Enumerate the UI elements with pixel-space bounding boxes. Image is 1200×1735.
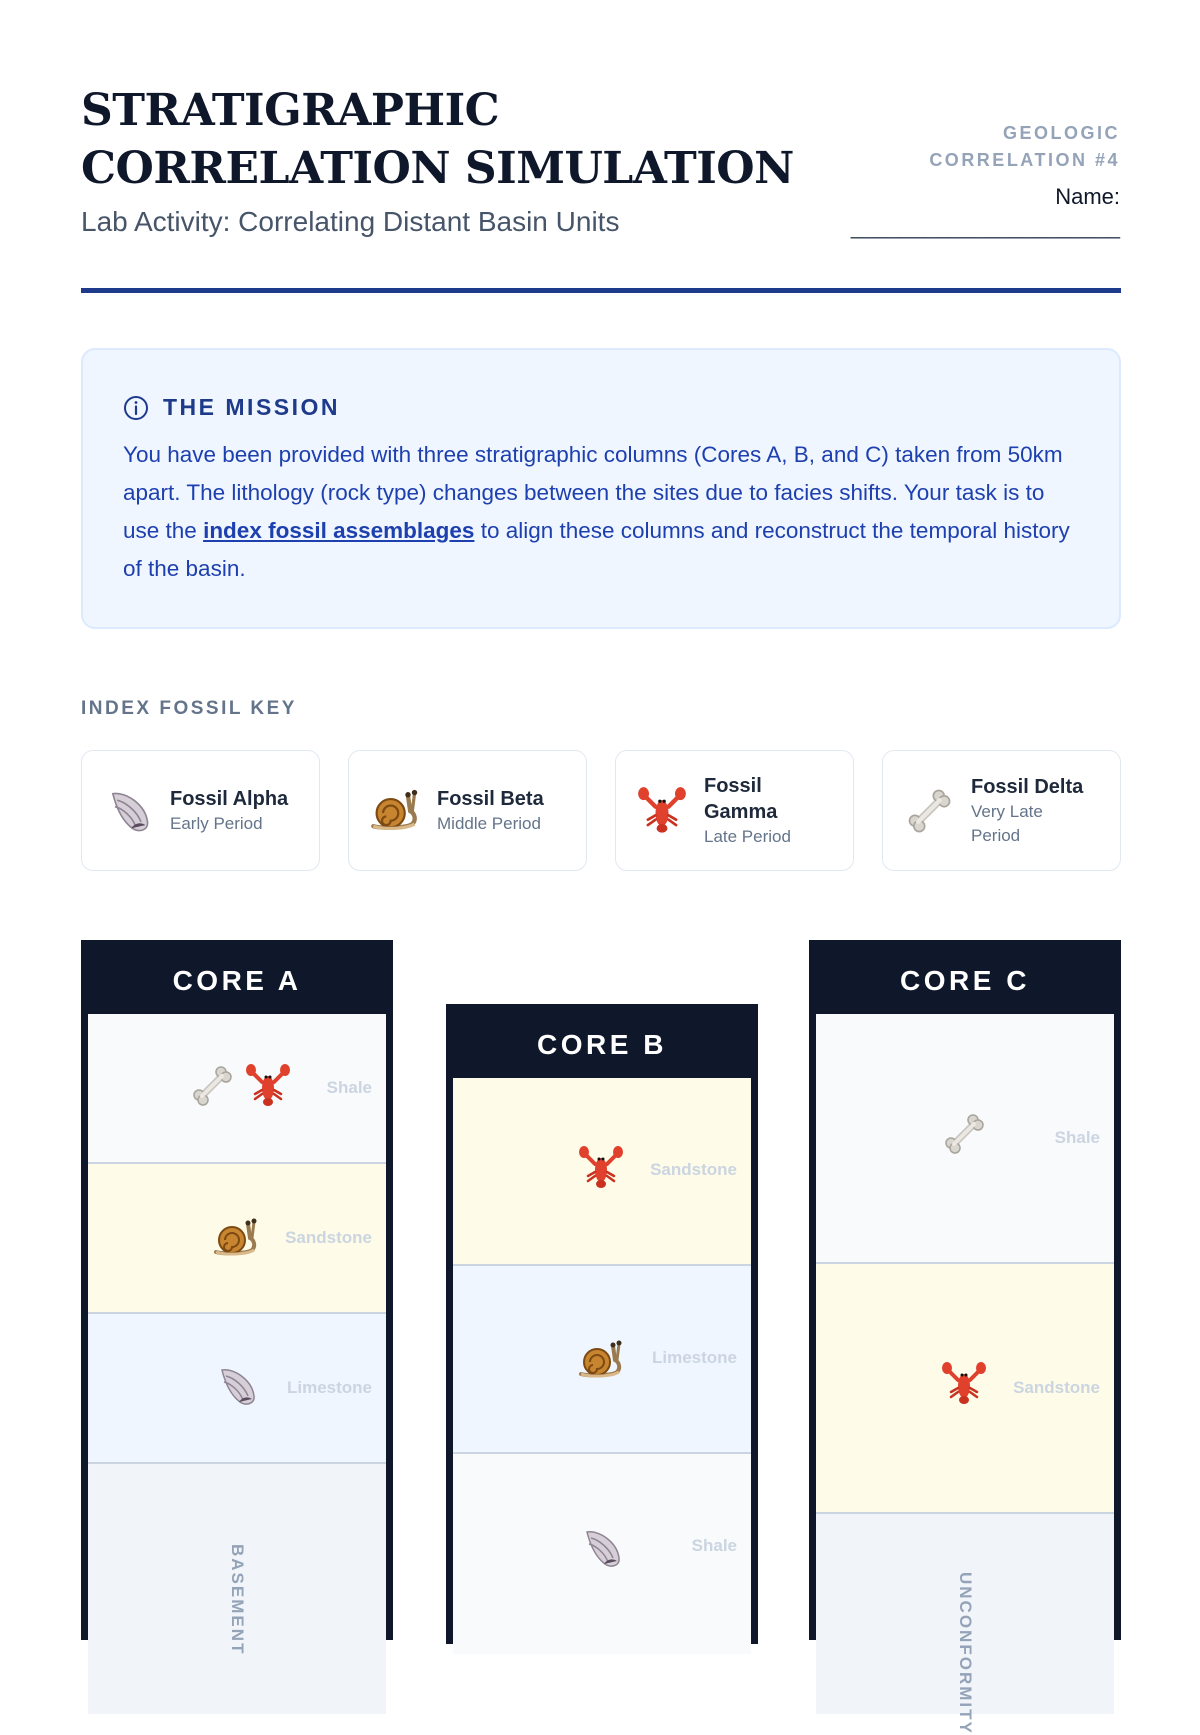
name-field[interactable]: ______________________	[850, 214, 1120, 239]
layer-fossils	[940, 1360, 988, 1408]
layer-limestone	[453, 1266, 751, 1454]
fossil-name: Fossil Beta	[437, 787, 544, 810]
core-c	[809, 940, 1121, 1735]
document-id: GEOLOGIC CORRELATION #4	[929, 123, 1120, 170]
core-b	[446, 1004, 758, 1644]
layer-shale	[88, 1014, 386, 1164]
fossil-name: Fossil Alpha	[170, 787, 289, 810]
rock-label: Limestone	[286, 1378, 372, 1397]
rock-label: Sandstone	[650, 1160, 737, 1179]
unconformity-label: UNCONFORMITY	[956, 1572, 975, 1735]
snail-icon	[369, 785, 421, 837]
core-layers	[453, 1078, 751, 1644]
layer-shale	[453, 1454, 751, 1654]
fossil-card-gamma	[615, 750, 854, 871]
layer-unconformity	[816, 1514, 1114, 1735]
basement-label: BASEMENT	[228, 1544, 247, 1656]
info-icon	[123, 395, 149, 421]
shell-icon	[577, 1524, 625, 1572]
bone-icon	[903, 785, 955, 837]
snail-icon	[577, 1336, 625, 1384]
lobster-icon	[577, 1144, 625, 1192]
layer-sandstone	[453, 1078, 751, 1266]
rock-label: Limestone	[651, 1348, 737, 1367]
mission-header	[123, 394, 340, 421]
layer-limestone	[88, 1314, 386, 1464]
layer-basement	[88, 1464, 386, 1714]
core-layers	[816, 1014, 1114, 1735]
header-meta	[800, 120, 1120, 240]
layer-fossils	[577, 1336, 625, 1384]
layer-sandstone	[816, 1264, 1114, 1514]
lobster-icon	[940, 1360, 988, 1408]
core-title: CORE C	[900, 965, 1030, 996]
core-layers	[88, 1014, 386, 1656]
lobster-icon	[636, 785, 688, 837]
bone-icon	[940, 1110, 988, 1158]
fossil-name: Fossil Gamma	[704, 774, 778, 823]
fossil-period: Very Late Period	[971, 801, 1043, 845]
page-subtitle: Lab Activity: Correlating Distant Basin Units	[81, 206, 620, 237]
rock-label: Sandstone	[1013, 1378, 1100, 1397]
layer-fossils	[188, 1062, 292, 1110]
fossil-name: Fossil Delta	[971, 775, 1084, 798]
fossil-key-title: INDEX FOSSIL KEY	[81, 698, 297, 719]
rock-label: Shale	[691, 1536, 737, 1555]
rock-label: Sandstone	[285, 1228, 372, 1247]
mission-box	[81, 348, 1121, 629]
layer-fossils	[940, 1110, 988, 1158]
mission-text	[123, 436, 1083, 588]
layer-sandstone	[88, 1164, 386, 1314]
core-a	[81, 940, 393, 1656]
fossil-period: Early Period	[170, 813, 263, 833]
fossil-card-delta	[882, 750, 1121, 871]
fossil-period: Middle Period	[437, 813, 541, 833]
mission-text-end: to align these columns and reconstruct the temporal history of the basin.	[123, 518, 1070, 581]
page-title: STRATIGRAPHIC CORRELATION SIMULATION	[81, 85, 794, 194]
mission-text-start: You have been provided with three stratigraphic columns (Cores A, B, and C) taken from 50km apart. The lithology (rock type) changes between the sites due to facies shifts. Your task is to use the	[123, 442, 1063, 543]
header-divider	[81, 288, 1121, 293]
lobster-icon	[244, 1062, 292, 1110]
layer-shale	[816, 1014, 1114, 1264]
layer-fossils	[577, 1524, 625, 1572]
core-title: CORE A	[172, 965, 302, 996]
fossil-period: Late Period	[704, 826, 791, 846]
layer-fossils	[212, 1362, 260, 1410]
fossil-card-alpha	[81, 750, 320, 871]
mission-title: THE MISSION	[163, 394, 341, 420]
rock-label: Shale	[326, 1078, 372, 1097]
mission-emphasis: index fossil assemblages	[203, 518, 475, 543]
core-title: CORE B	[537, 1029, 667, 1060]
fossil-card-beta	[348, 750, 587, 871]
bone-icon	[188, 1062, 236, 1110]
name-label: Name:	[1055, 184, 1120, 209]
layer-fossils	[212, 1214, 260, 1262]
fossil-key	[81, 750, 1121, 871]
layer-fossils	[577, 1144, 625, 1192]
shell-icon	[102, 785, 154, 837]
snail-icon	[212, 1214, 260, 1262]
rock-label: Shale	[1054, 1128, 1100, 1147]
shell-icon	[212, 1362, 260, 1410]
